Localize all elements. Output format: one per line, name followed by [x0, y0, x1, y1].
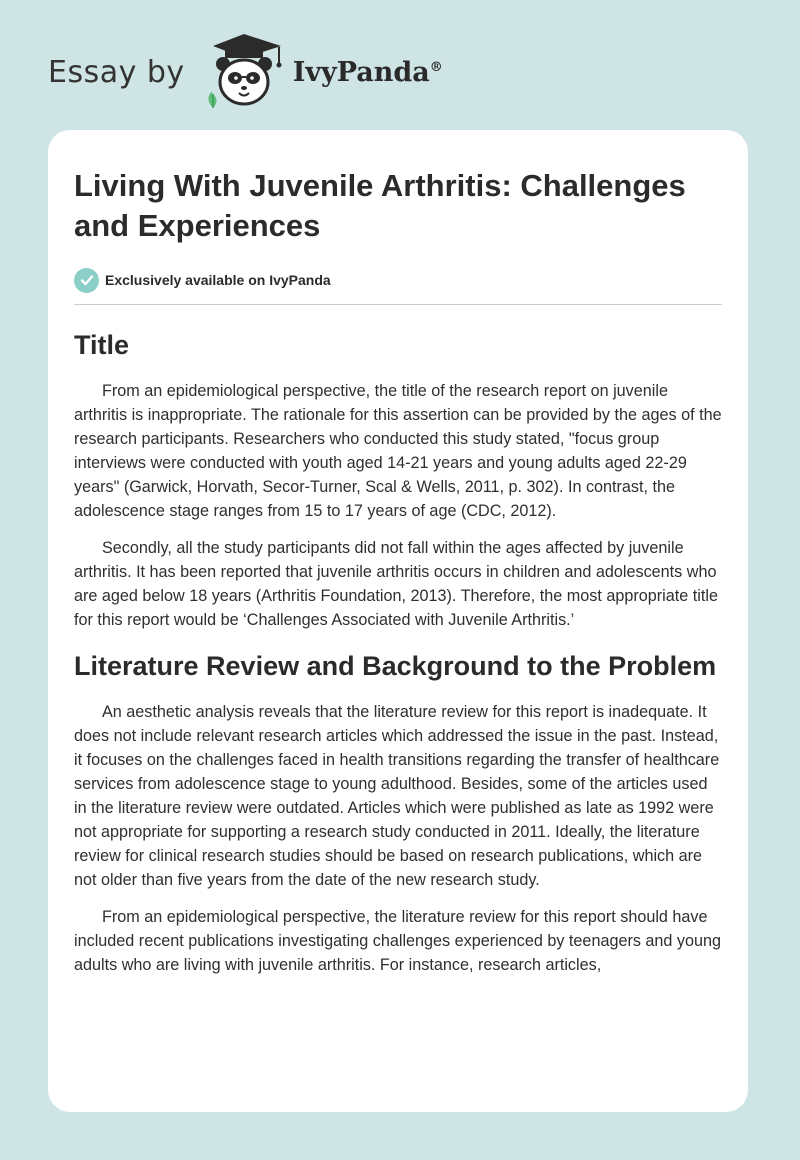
check-circle-icon — [74, 268, 99, 293]
panda-logo-icon — [201, 34, 287, 110]
exclusive-badge — [74, 267, 722, 293]
brand-prefix: Essay by — [48, 54, 185, 90]
essay-title: Living With Juvenile Arthritis: Challenges and Experiences — [74, 168, 686, 243]
paragraph: Secondly, all the study participants did not fall within the ages affected by juvenile arthritis. It has been reported that juvenile arthritis occurs in children and adolescents who are aged below 18 years (Arthritis Foundation, 2013). Therefore, the most appropriate title for this report would be ‘Challenges Associated with Juvenile Arthritis.’ — [74, 539, 718, 629]
brand-name-text: IvyPanda — [292, 56, 430, 88]
paragraph: From an epidemiological perspective, the literature review for this report should have included recent publications investigating challenges experienced by teenagers and young adults who are living with juvenile arthritis. For instance, research articles, — [74, 908, 722, 974]
brand-header[interactable] — [48, 34, 443, 110]
paragraph: From an epidemiological perspective, the title of the research report on juvenile arthritis is inappropriate. The rationale for this assertion can be provided by the ages of the research participants. Researchers who conducted this study stated, "focus group interviews were conducted with youth aged 14-21 years and young adults aged 22-29 years" (Garwick, Horvath, Secor-Turner, Scal & Wells, 2011, p. 302). In contrast, the adolescence stage ranges from 15 to 17 years of age (CDC, 2012). — [74, 382, 722, 520]
paragraph: An aesthetic analysis reveals that the literature review for this report is inadequate. It does not include relevant research articles which addressed the issue in the past. Instead, it focuses on the challenges faced in health transitions regarding the transfer of healthcare services from adolescence stage to young adulthood. Besides, some of the articles used in the literature review were outdated. Articles which were published as late as 1992 were not appropriate for supporting a research study conducted in 2011. Ideally, the literature review for clinical research studies should be based on research publications, which are not older than five years from the date of the new research study. — [74, 703, 720, 889]
brand-name — [293, 57, 443, 88]
exclusive-badge-label: Exclusively available on IvyPanda — [105, 272, 331, 288]
registered-mark: ® — [429, 59, 443, 75]
section-heading-title: Title — [74, 330, 130, 360]
essay-card — [48, 130, 748, 1112]
divider — [74, 304, 722, 305]
section-heading-literature-review: Literature Review and Background to the Problem — [74, 651, 717, 681]
